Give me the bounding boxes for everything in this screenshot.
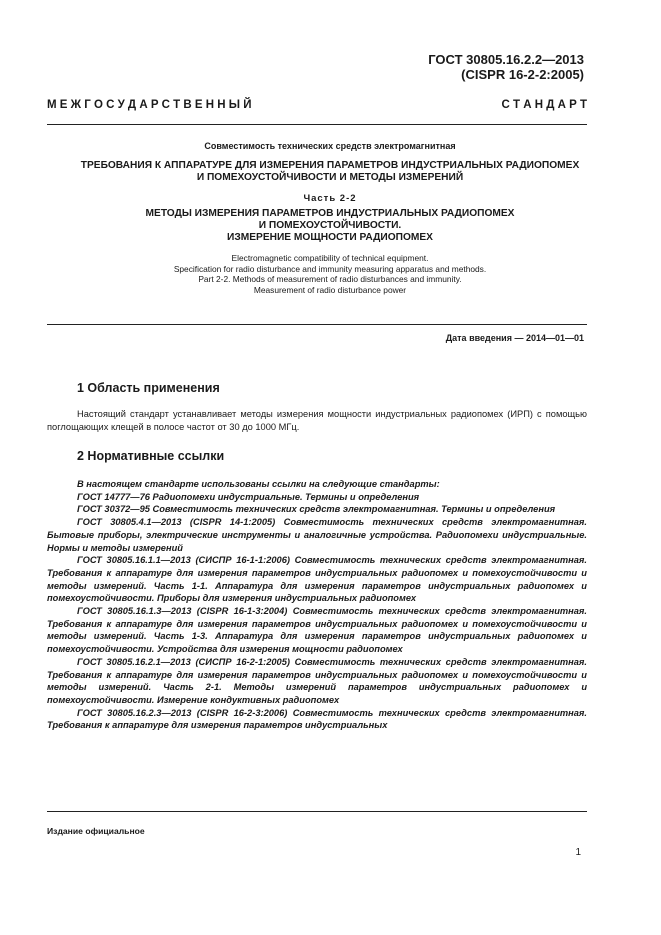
reference-item: ГОСТ 30805.4.1—2013 (CISPR 14-1:2005) Совместимость технических средств электромагнитная. Бытовые приборы, электрические инструменты и аналогичные устройства. Радиопомехи индустриальные. Нормы и методы измерений	[47, 517, 587, 553]
reference-item: В настоящем стандарте использованы ссылки на следующие стандарты:	[77, 479, 440, 489]
reference-item: ГОСТ 30805.16.1.1—2013 (СИСПР 16-1-1:2006) Совместимость технических средств электромагнитная. Требования к аппаратуре для измерения параметров индустриальных радиопомех и помехоустойчивости и методы измерений. Часть 1-1. Аппаратура для измерения параметров индустриальных радиопомех и помехоустойчивости. Приборы для измерения индустриальных радиопомех	[47, 555, 587, 604]
introduction-date: Дата введения — 2014—01—01	[445, 333, 584, 343]
section2-heading: 2 Нормативные ссылки	[77, 449, 225, 463]
references-list	[47, 478, 587, 732]
title-part: Часть 2-2	[303, 193, 357, 204]
doc-id-line1: ГОСТ 30805.16.2.2—2013	[428, 52, 584, 67]
title-eng-line4: Measurement of radio disturbance power	[253, 284, 407, 295]
title-eng-line3: Part 2-2. Methods of measurement of radio disturbances and immunity.	[198, 274, 462, 284]
reference-item: ГОСТ 30805.16.1.3—2013 (CISPR 16-1-3:2004) Совместимость технических средств электромагнитная. Требования к аппаратуре для измерения параметров индустриальных радиопомех и помехоустойчивости и методы измерений. Часть 1-3. Аппаратура для измерения параметров индустриальных радиопомех и помехоустойчивости. Устройства для измерения мощности радиопомех	[47, 606, 587, 655]
top-divider	[47, 124, 587, 125]
title-part-line2: И ПОМЕХОУСТОЙЧИВОСТИ.	[258, 220, 402, 231]
section1-body	[47, 408, 587, 434]
page-number: 1	[575, 847, 581, 858]
section1-heading: 1 Область применения	[77, 381, 220, 395]
reference-item: ГОСТ 30805.16.2.3—2013 (CISPR 16-2-3:2006) Совместимость технических средств электромагнитная. Требования к аппаратуре для измерения параметров индустриальных	[47, 707, 587, 731]
official-edition-label: Издание официальное	[47, 826, 145, 836]
standard-label: С Т А Н Д А Р Т	[501, 99, 587, 111]
title-part-line1: МЕТОДЫ ИЗМЕРЕНИЯ ПАРАМЕТРОВ ИНДУСТРИАЛЬНЫХ РАДИОПОМЕХ	[145, 208, 515, 219]
title-subtitle: Совместимость технических средств электромагнитная	[204, 141, 456, 151]
document-id	[428, 52, 584, 82]
title-main-line1: ТРЕБОВАНИЯ К АППАРАТУРЕ ДЛЯ ИЗМЕРЕНИЯ ПАРАМЕТРОВ ИНДУСТРИАЛЬНЫХ РАДИОПОМЕХ	[80, 160, 580, 171]
doc-id-line2: (CISPR 16-2-2:2005)	[461, 67, 584, 82]
reference-item: ГОСТ 30372—95 Совместимость технических средств электромагнитная. Термины и определения	[77, 504, 556, 515]
interstate-standard-banner	[47, 99, 587, 111]
title-part-line3: ИЗМЕРЕНИЕ МОЩНОСТИ РАДИОПОМЕХ	[227, 232, 433, 243]
reference-item: ГОСТ 30805.16.2.1—2013 (СИСПР 16-2-1:2005) Совместимость технических средств электромагнитная. Требования к аппаратуре для измерения параметров индустриальных радиопомех и помехоустойчивости и методы измерений. Часть 2-1. Методы измерений параметров индустриальных радиопомех и помехоустойчивости. Измерение кондуктивных радиопомех	[47, 656, 587, 705]
title-divider	[47, 324, 587, 325]
footer-divider	[47, 811, 587, 812]
interstate-label: М Е Ж Г О С У Д А Р С Т В Е Н Н Ы Й	[47, 99, 252, 111]
reference-item: ГОСТ 14777—76 Радиопомехи индустриальные. Термины и определения	[77, 491, 420, 502]
title-eng-line1: Electromagnetic compatibility of technical equipment.	[231, 253, 429, 263]
title-block	[40, 141, 620, 295]
title-main-line2: И ПОМЕХОУСТОЙЧИВОСТИ И МЕТОДЫ ИЗМЕРЕНИЙ	[196, 172, 464, 183]
section1-text: Настоящий стандарт устанавливает методы измерения мощности индустриальных радиопомех (ИРП) с помощью поглощающих клещей в полосе частот от 30 до 1000 МГц.	[47, 409, 587, 432]
title-eng-line2: Specification for radio disturbance and immunity measuring apparatus and methods.	[173, 263, 487, 274]
